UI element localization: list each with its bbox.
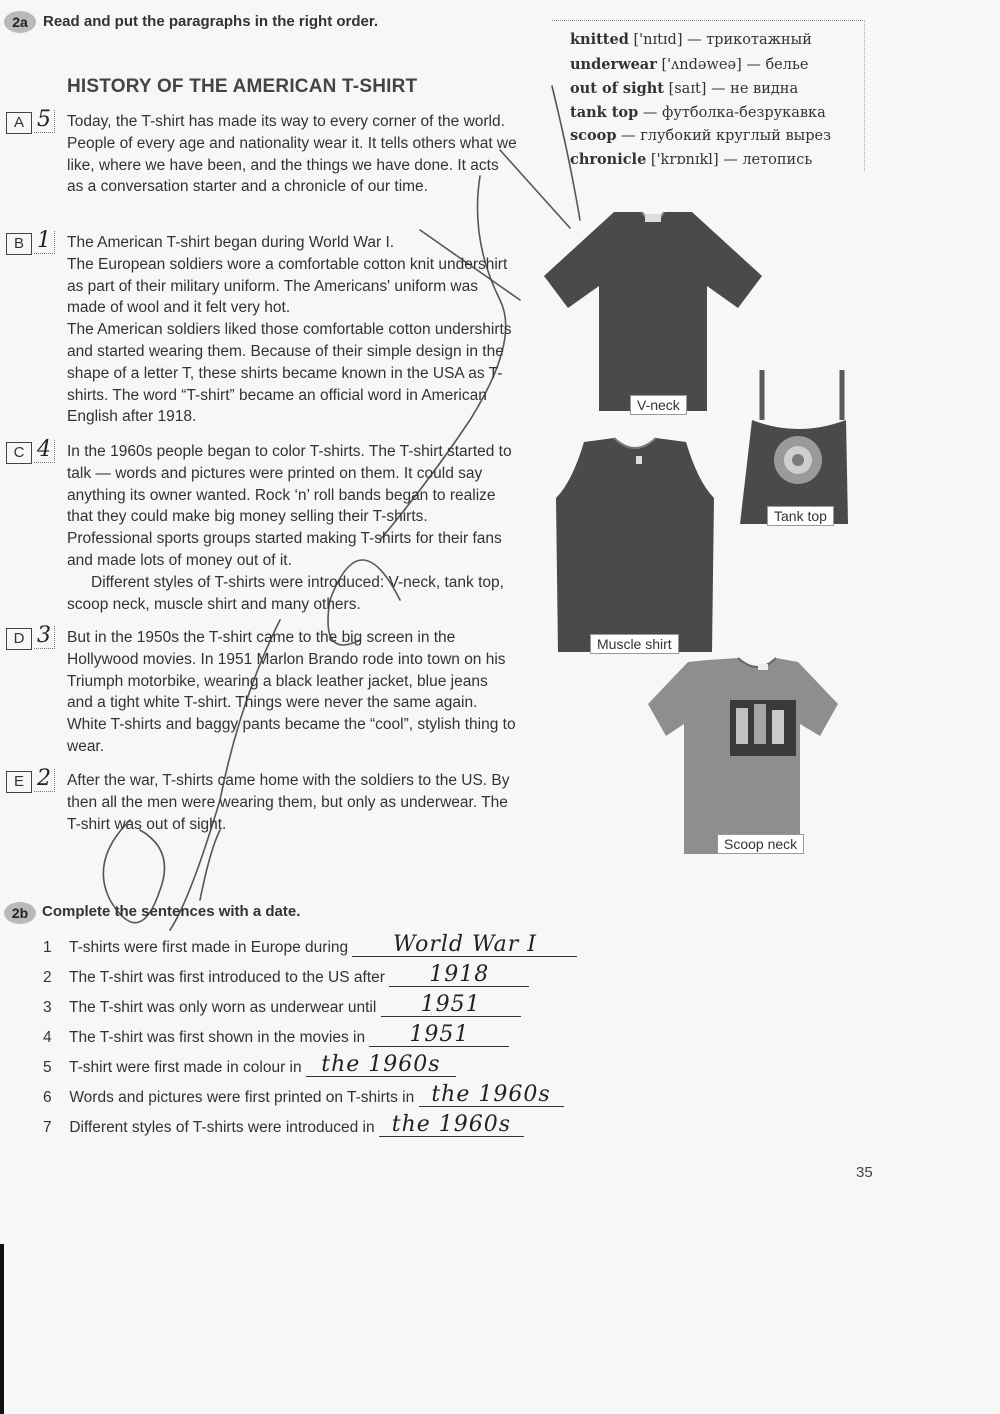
sentence-answer-field[interactable]: the 1960s <box>379 1114 524 1137</box>
paragraph-answer-c[interactable]: 4 <box>34 440 55 463</box>
tank-top-label: Tank top <box>767 506 834 526</box>
muscle-shirt-image <box>556 436 714 654</box>
v-neck-shirt-image <box>542 208 764 413</box>
paragraph-letter-a: A <box>6 112 32 134</box>
paragraph-d-text: But in the 1950s the T-shirt came to the big screen in the Hollywood movies. In 1951 Marlon Brando rode into town on his Triumph motorbike, wearing a black leather jacket, blue jeans and a tight white T-shirt. Things were never the same again. White T-shirts and baggy pants became the “cool”, stylish thing to wear. <box>67 629 516 755</box>
paragraph-answer-d[interactable]: 3 <box>34 626 55 649</box>
sentence-1 <box>43 934 577 957</box>
paragraph-d <box>67 627 517 758</box>
paragraph-answer-e[interactable]: 2 <box>34 769 55 792</box>
sentence-text: Different styles of T-shirts were introduced in <box>69 1119 375 1136</box>
glossary-term: underwear <box>570 56 657 73</box>
paragraph-b-line-3: The American soldiers liked those comfortable cotton undershirts and started wearing them. Because of their simple design in the shape of a letter T, these shirts became known in the USA as T-shirts. The word “T-shirt” became an official word in American English after 1918. <box>67 321 512 426</box>
glossary-phonetic: [saɪt] <box>668 81 707 97</box>
paragraph-e <box>67 770 517 835</box>
exercise-2a-badge: 2a <box>4 11 36 33</box>
paragraph-a <box>67 111 517 198</box>
paragraph-b-line-1: The American T-shirt began during World War I. <box>67 234 395 251</box>
glossary-box <box>552 20 865 171</box>
sentence-number: 1 <box>43 939 52 956</box>
glossary-row-chronicle <box>570 151 812 168</box>
exercise-2b-badge: 2b <box>4 902 36 924</box>
paragraph-letter-e: E <box>6 771 32 793</box>
glossary-translation: — белье <box>746 57 809 73</box>
sentence-number: 4 <box>43 1029 52 1046</box>
sentence-text: T-shirt were first made in colour in <box>69 1059 302 1076</box>
sentence-number: 7 <box>43 1119 52 1136</box>
sentence-text: Words and pictures were first printed on T-shirts in <box>69 1089 415 1106</box>
muscle-shirt-label: Muscle shirt <box>590 634 679 654</box>
scoop-neck-shirt-image <box>648 656 838 856</box>
sentence-number: 5 <box>43 1059 52 1076</box>
exercise-2a-instruction: Read and put the paragraphs in the right order. <box>43 13 379 30</box>
sentence-number: 6 <box>43 1089 52 1106</box>
paragraph-a-text: Today, the T-shirt has made its way to every corner of the world. People of every age and nationality wear it. It tells others what we like, where we have been, and the things we have done. It acts as a conversation starter and a chronicle of our time. <box>67 113 517 196</box>
page-number: 35 <box>856 1164 873 1181</box>
glossary-term: tank top <box>570 104 639 121</box>
glossary-term: chronicle <box>570 151 647 168</box>
sentence-text: The T-shirt was only worn as underwear until <box>69 999 377 1016</box>
paragraph-answer-a[interactable]: 5 <box>34 110 55 133</box>
glossary-row-tank-top <box>570 104 826 121</box>
paragraph-b <box>67 232 517 428</box>
sentence-answer-field[interactable]: the 1960s <box>419 1084 564 1107</box>
paragraph-e-text: After the war, T-shirts came home with the soldiers to the US. By then all the men were wearing them, but only as underwear. The T-shirt was out of sight. <box>67 772 510 833</box>
tank-top-image <box>738 368 852 526</box>
sentence-text: The T-shirt was first introduced to the US after <box>69 969 385 986</box>
paragraph-letter-b: B <box>6 233 32 255</box>
sentence-answer-field[interactable]: 1951 <box>381 994 521 1017</box>
sentence-answer-field[interactable]: 1951 <box>369 1024 509 1047</box>
glossary-translation: — трикотажный <box>687 32 812 48</box>
sentence-5 <box>43 1054 456 1077</box>
paragraph-b-line-2: The European soldiers wore a comfortable cotton knit undershirt as part of their military uniform. The Americans' uniform was made of wool and it felt very hot. <box>67 255 508 317</box>
sentence-text: T-shirts were first made in Europe during <box>69 939 349 956</box>
scoop-neck-label: Scoop neck <box>717 834 804 854</box>
glossary-phonetic: ['krɒnɪkl] <box>650 152 719 168</box>
glossary-row-scoop <box>570 127 831 144</box>
glossary-phonetic: ['ʌndəweə] <box>661 57 742 73</box>
glossary-row-knitted <box>570 31 812 48</box>
paragraph-answer-b[interactable]: 1 <box>34 231 55 254</box>
sentence-2 <box>43 964 529 987</box>
v-neck-label: V-neck <box>630 395 687 415</box>
glossary-term: scoop <box>570 127 617 144</box>
paragraph-c-line-2: Different styles of T-shirts were introduced: V-neck, tank top, scoop neck, muscle shirt and many others. <box>67 573 504 613</box>
sentence-number: 3 <box>43 999 52 1016</box>
paragraph-c-line-1: In the 1960s people began to color T-shirts. The T-shirt started to talk — words and pictures were printed on them. It could say anything its owner wanted. Rock ‘n’ roll bands began to realize that they could make big money selling their T-shirts. Professional sports groups started making T-shirts for their fans and made lots of money out of it. <box>67 443 512 569</box>
sentence-answer-field[interactable]: 1918 <box>389 964 529 987</box>
paragraph-letter-d: D <box>6 628 32 650</box>
glossary-row-underwear <box>570 56 808 73</box>
sentence-answer-field[interactable]: World War I <box>352 934 577 957</box>
sentence-text: The T-shirt was first shown in the movies in <box>69 1029 366 1046</box>
glossary-term: out of sight <box>570 80 664 97</box>
paragraph-c <box>67 441 517 615</box>
paragraph-letter-c: C <box>6 442 32 464</box>
article-title: HISTORY OF THE AMERICAN T-SHIRT <box>67 76 418 97</box>
sentence-number: 2 <box>43 969 52 986</box>
glossary-translation: — футболка-безрукавка <box>642 105 826 121</box>
glossary-translation: — не видна <box>711 81 799 97</box>
sentence-7 <box>43 1114 524 1137</box>
sentence-4 <box>43 1024 509 1047</box>
glossary-term: knitted <box>570 31 629 48</box>
glossary-translation: — летопись <box>723 152 813 168</box>
scan-edge-bar <box>0 1244 4 1414</box>
glossary-phonetic: ['nɪtɪd] <box>633 32 683 48</box>
exercise-2b-instruction: Complete the sentences with a date. <box>42 903 301 920</box>
sentence-answer-field[interactable]: the 1960s <box>306 1054 456 1077</box>
glossary-row-out-of-sight <box>570 80 798 97</box>
sentence-6 <box>43 1084 564 1107</box>
sentence-3 <box>43 994 521 1017</box>
glossary-translation: — глубокий круглый вырез <box>621 128 831 144</box>
